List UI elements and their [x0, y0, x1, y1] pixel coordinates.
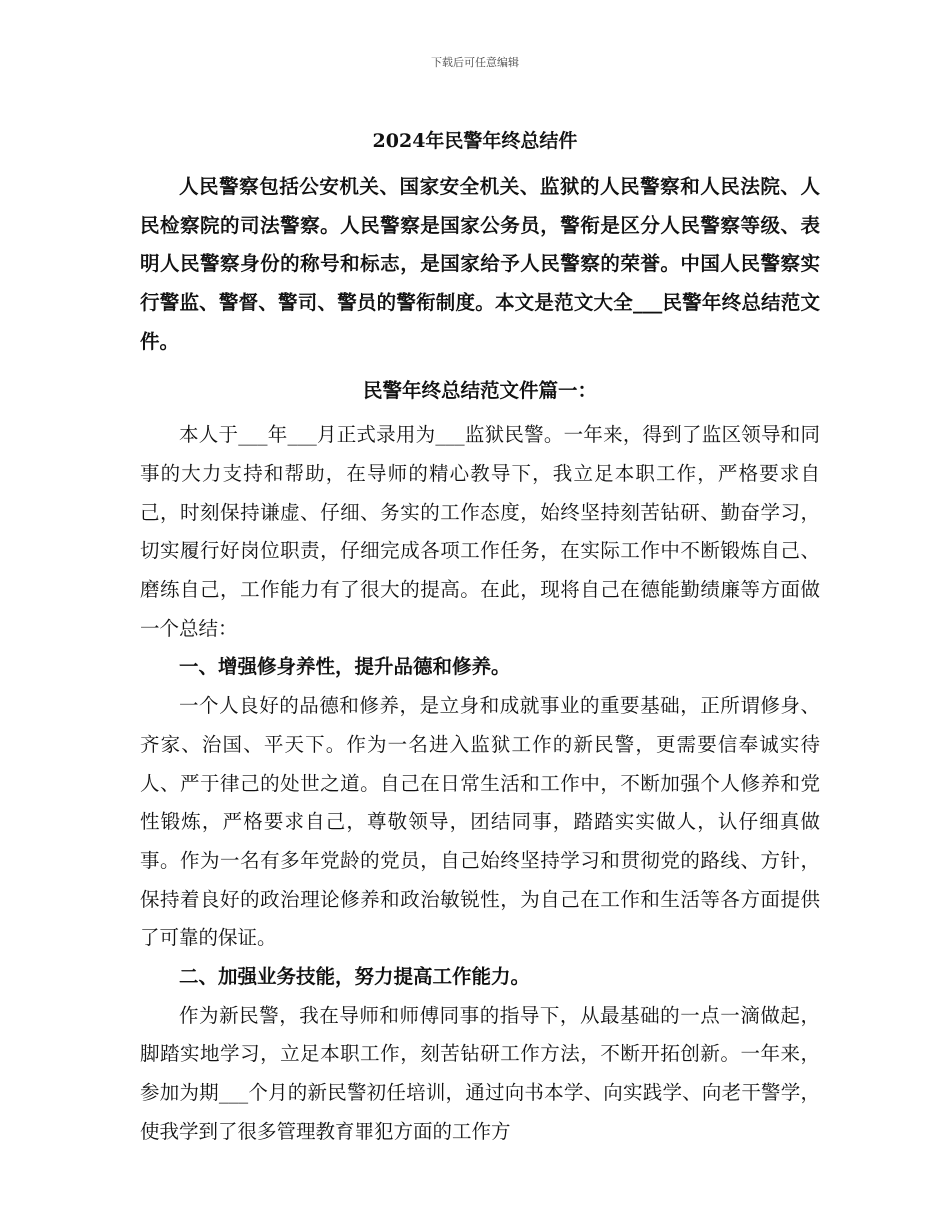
section-title: 民警年终总结范文件篇一：	[362, 378, 597, 402]
subheading-1: 一、增强修身养性，提升品德和修养。	[179, 655, 511, 679]
document-body	[140, 168, 820, 1152]
body-paragraph-2: 一个人良好的品德和修养，是立身和成就事业的重要基础，正所谓修身、齐家、治国、平天下。作为一名进入监狱工作的新民警，更需要信奉诚实待人、严于律己的处世之道。自己在日常生活和工作中，不断加强个人修养和党性锻炼，严格要求自己，尊敬领导，团结同事，踏踏实实做人，认仔细真做事。作为一名有多年党龄的党员，自己始终坚持学习和贯彻党的路线、方针，保持着良好的政治理论修养和政治敏锐性，为自己在工作和生活等各方面提供了可靠的保证。	[140, 694, 820, 950]
body-paragraph-1: 本人于___年___月正式录用为___监狱民警。一年来，得到了监区领导和同事的大力支持和帮助，在导师的精心教导下，我立足本职工作，严格要求自己，时刻保持谦虚、仔细、务实的工作态度，始终坚持刻苦钻研、勤奋学习，切实履行好岗位职责，仔细完成各项工作任务，在实际工作中不断锻炼自己、磨练自己，工作能力有了很大的提高。在此，现将自己在德能勤绩廉等方面做一个总结：	[140, 423, 820, 640]
intro-paragraph: 人民警察包括公安机关、国家安全机关、监狱的人民警察和人民法院、人民检察院的司法警察。人民警察是国家公务员，警衔是区分人民警察等级、表明人民警察身份的称号和标志，是国家给予人民警察的荣誉。中国人民警察实行警监、警督、警司、警员的警衔制度。本文是范文大全___民警年终总结范文件。	[140, 175, 820, 353]
body-paragraph-3: 作为新民警，我在导师和师傅同事的指导下，从最基础的一点一滴做起，脚踏实地学习，立足本职工作，刻苦钻研工作方法，不断开拓创新。一年来，参加为期___个月的新民警初任培训，通过向书本学、向实践学、向老干警学，使我学到了很多管理教育罪犯方面的工作方	[140, 1003, 820, 1143]
page-header: 下载后可任意编辑	[431, 56, 519, 69]
subheading-2: 二、加强业务技能，努力提高工作能力。	[179, 965, 531, 989]
document-title: 2024年民警年终总结件	[372, 130, 578, 152]
